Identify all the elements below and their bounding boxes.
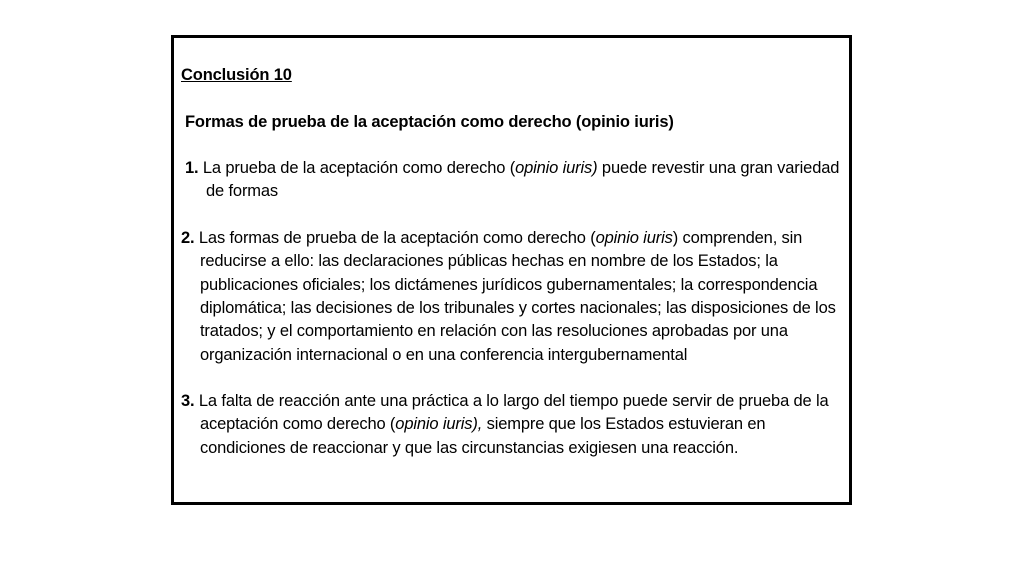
spacer — [181, 134, 846, 157]
spacer — [181, 367, 846, 390]
item-text: La prueba de la aceptación como derecho ( — [198, 159, 516, 178]
item-italic: opinio iuris — [595, 229, 673, 248]
spacer — [181, 87, 846, 110]
item-text: Las formas de prueba de la aceptación como derecho ( — [194, 229, 596, 248]
item-number: 2. — [181, 229, 195, 248]
spacer — [181, 204, 846, 227]
item-text: siempre que los Estados estuvieran en condiciones de reaccionar y que las circunstancias exigiesen una reacción. — [200, 415, 766, 457]
item-italic: opinio iuris), — [395, 415, 483, 434]
item-text: La falta de reacción ante una práctica a lo largo del tiempo puede servir de prueba de la aceptación como derecho ( — [194, 392, 829, 434]
item-text: ) comprenden, sin reducirse a ello: las declaraciones públicas hechas en nombre de los Estados; la publicaciones oficiales; los dictámenes jurídicos gubernamentales; la correspondencia diplomática; las decisiones de los tribunales y cortes nacionales; las disposiciones de los tratados; y el comportamiento en relación con las resoluciones aprobadas por una organización internacional o en una conferencia intergubernamental — [200, 229, 836, 364]
item-text: puede revestir una gran variedad de formas — [206, 159, 840, 201]
document-title: Conclusión 10 — [181, 66, 292, 84]
list-item-3 — [181, 390, 846, 460]
item-italic: opinio iuris) — [515, 159, 598, 178]
list-item-2 — [181, 227, 846, 367]
document-subtitle: Formas de prueba de la aceptación como derecho (opinio iuris) — [185, 112, 674, 131]
item-number: 3. — [181, 392, 195, 411]
document-body — [181, 64, 846, 460]
item-number: 1. — [185, 159, 199, 178]
list-item-1 — [181, 157, 846, 204]
